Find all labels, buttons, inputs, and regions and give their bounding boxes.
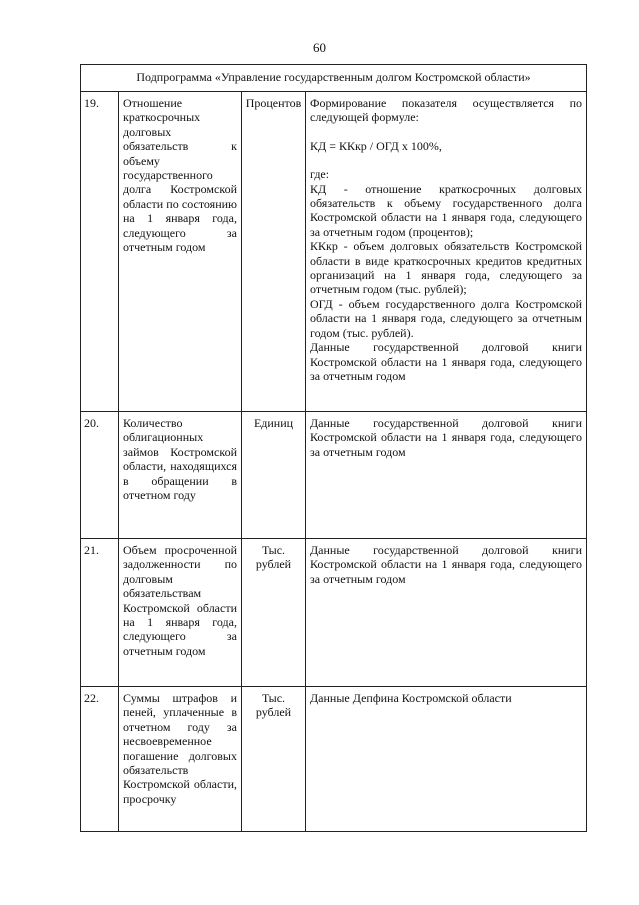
row-number: 20. <box>81 412 119 539</box>
row-number: 21. <box>81 539 119 687</box>
unit-of-measure: Единиц <box>242 412 306 539</box>
row-number: 22. <box>81 687 119 832</box>
definition-kd: КД - отношение краткосрочных долговых обязательств к объему государственного долга Костромской области на 1 января года, следующего за отчетным годом (процентов); <box>310 181 583 239</box>
row-number: 19. <box>81 92 119 412</box>
indicator-name: Суммы штрафов и пеней, уплаченные в отчетном году за несвоевременное погашение долговых обязательств Костромской области, просрочку <box>119 687 242 832</box>
indicators-table <box>80 64 587 832</box>
calculation-method: Данные государственной долговой книги Костромской области на 1 января года, следующего за отчетным годом <box>306 412 587 539</box>
definition-ogd: ОГД - объем государственного долга Костромской области на 1 января года, следующего за отчетным годом (тыс. рублей). <box>310 296 583 340</box>
calculation-method: Данные Депфина Костромской области <box>306 687 587 832</box>
method-formula: КД = ККкр / ОГД х 100%, <box>310 138 442 153</box>
table-row <box>81 92 587 412</box>
indicator-name: Объем просроченной задолженности по долговым обязательствам Костромской области на 1 января года, следующего за отчетным годом <box>119 539 242 687</box>
page-number: 60 <box>313 40 326 55</box>
calculation-method: Данные государственной долговой книги Костромской области на 1 января года, следующего за отчетным годом <box>306 539 587 687</box>
definition-kkkr: ККкр - объем долговых обязательств Костромской области в виде краткосрочных кредитов кредитных организаций на 1 января года, следующего за отчетным годом (тыс. рублей); <box>310 239 583 297</box>
table-row <box>81 412 587 539</box>
unit-of-measure: Процентов <box>242 92 306 412</box>
unit-of-measure: Тыс. рублей <box>242 687 306 832</box>
method-where: где: <box>310 167 330 182</box>
table-row <box>81 687 587 832</box>
table-row <box>81 539 587 687</box>
indicator-name: Отношение краткосрочных долговых обязательств к объему государственного долга Костромской области по состоянию на 1 января года, следующего за отчетным годом <box>119 92 242 412</box>
method-intro: Формирование показателя осуществляется по следующей формуле: <box>310 96 583 125</box>
unit-of-measure: Тыс. рублей <box>242 539 306 687</box>
calculation-method <box>306 92 587 412</box>
subprogram-title: Подпрограмма «Управление государственным долгом Костромской области» <box>81 65 587 92</box>
subprogram-header-row <box>81 65 587 92</box>
indicator-name: Количество облигационных займов Костромской области, находящихся в обращении в отчетном году <box>119 412 242 539</box>
data-source: Данные государственной долговой книги Костромской области на 1 января года, следующего за отчетным годом <box>310 340 583 383</box>
